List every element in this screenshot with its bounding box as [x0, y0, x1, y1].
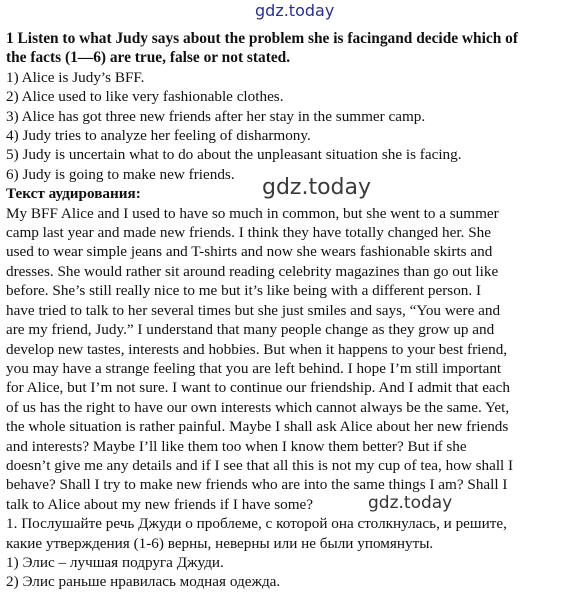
- transcript-line: behave? Shall I try to make new friends who are into the same things I am? Shall I: [6, 476, 508, 494]
- transcript-line: are my friend, Judy.” I understand that many people change as they grow up and: [6, 321, 495, 339]
- statement-list: [6, 68, 580, 184]
- transcript-line: have tried to talk to her several times but she just smiles and says, “You were and: [6, 301, 501, 319]
- translation-line: какие утверждения (1-6) верны, неверны или не были упомянуты.: [6, 534, 434, 552]
- statement-3: 3) Alice has got three new friends after her stay in the summer camp.: [6, 107, 426, 125]
- transcript-line: before. She’s still really nice to me but it’s like being with a different person. I: [6, 282, 482, 300]
- task-title-line-1: 1 Listen to what Judy says about the problem she is facingand decide which of: [6, 30, 518, 47]
- transcript-line: for Alice, but I’m not sure. I want to continue our friendship. And I admit that each: [6, 379, 511, 397]
- watermark-middle: gdz.today: [262, 175, 372, 200]
- task-title-line-2: the facts (1—6) are true, false or not stated.: [6, 49, 291, 67]
- transcript-line: you may have a strange feeling that you are left behind. I hope I’m still important: [6, 359, 502, 377]
- translation-line: 1. Послушайте речь Джуди о проблеме, с которой она столкнулась, и решите,: [6, 515, 507, 533]
- translation-text: [6, 514, 580, 592]
- watermark-top: gdz.today: [255, 1, 335, 20]
- statement-1: 1) Alice is Judy’s BFF.: [6, 68, 145, 86]
- transcript-line: camp last year and made new friends. I think they have totally changed her. She: [6, 224, 491, 242]
- watermark-bottom: gdz.today: [368, 493, 453, 513]
- translation-line: 2) Элис раньше нравилась модная одежда.: [6, 573, 281, 591]
- transcript-line: My BFF Alice and I used to have so much in common, but she went to a summer: [6, 204, 499, 222]
- statement-2: 2) Alice used to like very fashionable clothes.: [6, 88, 284, 106]
- transcript-line: the whole situation is rather painful. Maybe I shall ask Alice about her new friends: [6, 418, 509, 436]
- transcript-heading: Текст аудирования:: [6, 185, 141, 203]
- transcript-line: develop new tastes, interests and hobbies. But when it happens to your best friend,: [6, 340, 508, 358]
- transcript-line: dresses. She would rather sit around reading celebrity magazines than go out like: [6, 262, 499, 280]
- transcript-line: doesn’t give me any details and if I see that all this is not my cup of tea, how shall I: [6, 456, 514, 474]
- statement-4: 4) Judy tries to analyze her feeling of disharmony.: [6, 127, 311, 145]
- transcript-text: [6, 204, 580, 515]
- statement-5: 5) Judy is uncertain what to do about the unpleasant situation she is facing.: [6, 146, 462, 164]
- transcript-line: and interests? Maybe I’ll like them too when I know them better? But if she: [6, 437, 467, 455]
- transcript-line: of us has the right to have our own interests which cannot always be the same. Yet,: [6, 398, 510, 416]
- transcript-line: talk to Alice about my new friends if I have some?: [6, 495, 314, 513]
- transcript-line: used to wear simple jeans and T-shirts and now she wears fashionable skirts and: [6, 243, 493, 261]
- document-page: [6, 29, 580, 592]
- translation-line: 1) Элис – лучшая подруга Джуди.: [6, 553, 224, 571]
- statement-6: 6) Judy is going to make new friends.: [6, 165, 235, 183]
